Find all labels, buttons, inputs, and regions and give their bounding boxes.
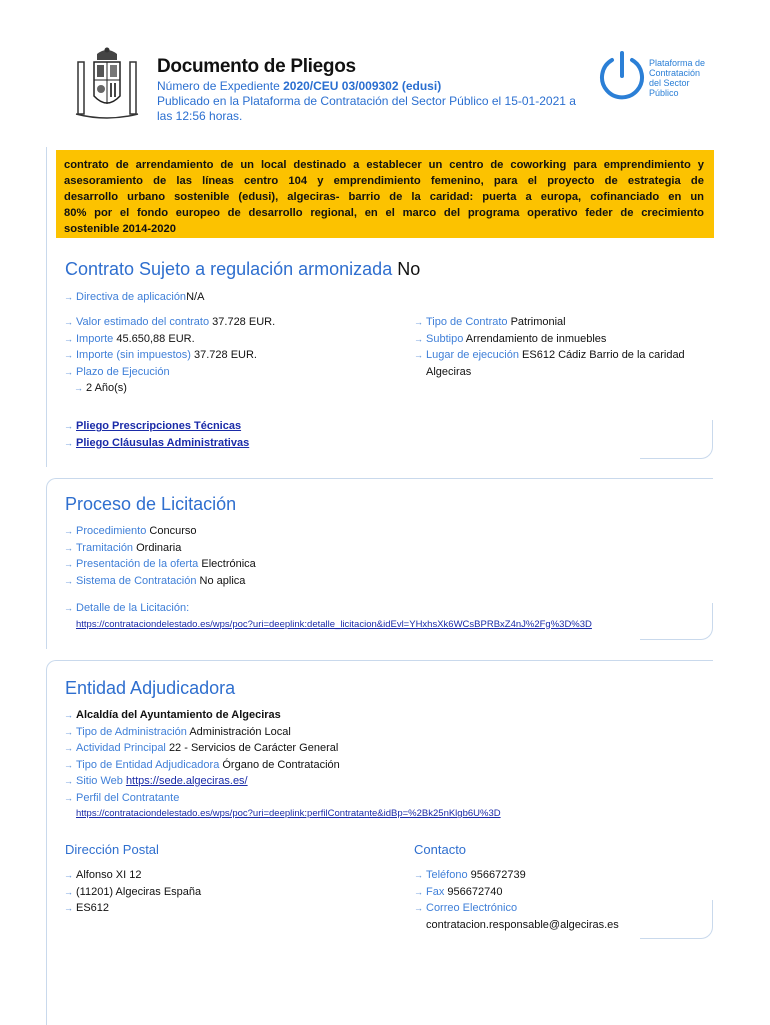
- entidad-fields: [64, 707, 501, 823]
- direccion-line: → (11201) Algeciras España: [64, 885, 202, 898]
- contrato-right-column: [414, 314, 685, 380]
- expediente-value: 2020/CEU 03/009302 (edusi): [283, 79, 442, 93]
- entidad-name-row: → Alcaldía del Ayuntamiento de Algeciras: [64, 709, 281, 721]
- page-title: Documento de Pliegos: [157, 56, 356, 77]
- published-line-1: Publicado en la Plataforma de Contratación del Sector Público el 15-01-2021 a: [157, 94, 576, 108]
- entidad-title: Entidad Adjudicadora: [65, 678, 236, 698]
- platform-logo: [598, 50, 718, 105]
- tipo-entidad-row: → Tipo de Entidad Adjudicadora Órgano de Contratación: [64, 758, 340, 771]
- platform-logo-text: Plataforma de Contratación del Sector Público: [649, 58, 706, 98]
- lugar-row: → Lugar de ejecución ES612 Cádiz Barrio de la caridad: [414, 349, 685, 361]
- contrato-left-column: [64, 314, 275, 397]
- direccion-line: → ES612: [64, 902, 110, 914]
- direccion-fields: [64, 867, 201, 917]
- tipo-row: → Tipo de Contrato Patrimonial: [414, 316, 566, 328]
- perfil-row: → Perfil del Contratante: [64, 791, 180, 804]
- tipo-admin-row: → Tipo de Administración Administración Local: [64, 725, 291, 738]
- correo-value: contratacion.responsable@algeciras.es: [426, 918, 619, 931]
- directiva-row: → Directiva de aplicaciónN/A: [64, 291, 205, 303]
- subtipo-row: → Subtipo Arrendamiento de inmuebles: [414, 332, 607, 345]
- contacto-fields: [414, 867, 619, 933]
- telefono-row: → Teléfono 956672739: [414, 869, 526, 881]
- published-line-2: las 12:56 horas.: [157, 109, 243, 123]
- plazo-row: → Plazo de Ejecución: [64, 365, 170, 378]
- published-info: [157, 94, 576, 124]
- contrato-title: Contrato Sujeto a regulación armonizada No: [65, 259, 421, 279]
- actividad-row: → Actividad Principal 22 - Servicios de Carácter General: [64, 742, 339, 754]
- direccion-title: Dirección Postal: [65, 842, 159, 857]
- sitio-web-row: → Sitio Web https://sede.algeciras.es/: [64, 775, 248, 787]
- pliego-administrativas-link[interactable]: Pliego Cláusulas Administrativas: [76, 436, 250, 449]
- contacto-title: Contacto: [414, 842, 467, 857]
- fax-row: → Fax 956672740: [414, 885, 503, 898]
- detalle-licitacion-link[interactable]: https://contrataciondelestado.es/wps/poc?uri=deeplink:detalle_licitacion&idEvl=YHxhsXk6WCsBPRBxZ4nJ%2Fg%3D%3D: [76, 618, 592, 630]
- plazo-value-row: → 2 Año(s): [74, 382, 127, 394]
- contract-summary: contrato de arrendamiento de un local destinado a establecer un centro de coworking para emprendimiento y asesoramiento de las líneas centro 104 y emprendimiento femenino, para el proyecto de estrategia de desarrollo urbano sostenible (edusi), algeciras- barrio de la caridad: puerta a europa, cofinanciado en un 80% por el fondo europeo de desarrollo regional, en el marco del programa operativo feder de crecimiento sostenible 2014-2020: [64, 159, 704, 235]
- expediente-line: [157, 79, 441, 94]
- importe-row: → Importe 45.650,88 EUR.: [64, 332, 195, 345]
- proceso-fields: [64, 523, 256, 589]
- pliegos-links: → Pliego Prescripciones Técnicas → Pliego Cláusulas Administrativas: [64, 420, 250, 449]
- detalle-block: → Detalle de la Licitación: https://contrataciondelestado.es/wps/poc?uri=deeplink:detalle_licitacion&idEvl=YHxhsXk6WCsBPRBxZ4nJ%2Fg%3D%3D: [64, 602, 592, 630]
- pliego-tecnicas-link[interactable]: Pliego Prescripciones Técnicas: [76, 420, 242, 432]
- procedimiento-row: → Procedimiento Concurso: [64, 525, 197, 537]
- sitio-web-link[interactable]: https://sede.algeciras.es/: [125, 775, 248, 787]
- correo-row: → Correo Electrónico: [414, 902, 518, 914]
- sistema-row: → Sistema de Contratación No aplica: [64, 574, 246, 587]
- lugar-row-2: Algeciras: [426, 365, 472, 378]
- expediente-label: Número de Expediente: [157, 79, 280, 93]
- coat-of-arms-logo: [72, 44, 142, 124]
- direccion-line: → Alfonso XI 12: [64, 869, 142, 881]
- importe-sin-row: → Importe (sin impuestos) 37.728 EUR.: [64, 349, 257, 361]
- proceso-title: Proceso de Licitación: [65, 494, 237, 514]
- presentacion-row: → Presentación de la oferta Electrónica: [64, 558, 256, 570]
- power-icon: [598, 50, 646, 100]
- valor-row: → Valor estimado del contrato 37.728 EUR.: [64, 316, 276, 328]
- tramitacion-row: → Tramitación Ordinaria: [64, 541, 182, 554]
- perfil-contratante-link[interactable]: https://contrataciondelestado.es/wps/poc?uri=deeplink:perfilContratante&idBp=%2Bk25nKlgb6U%3D: [76, 808, 501, 819]
